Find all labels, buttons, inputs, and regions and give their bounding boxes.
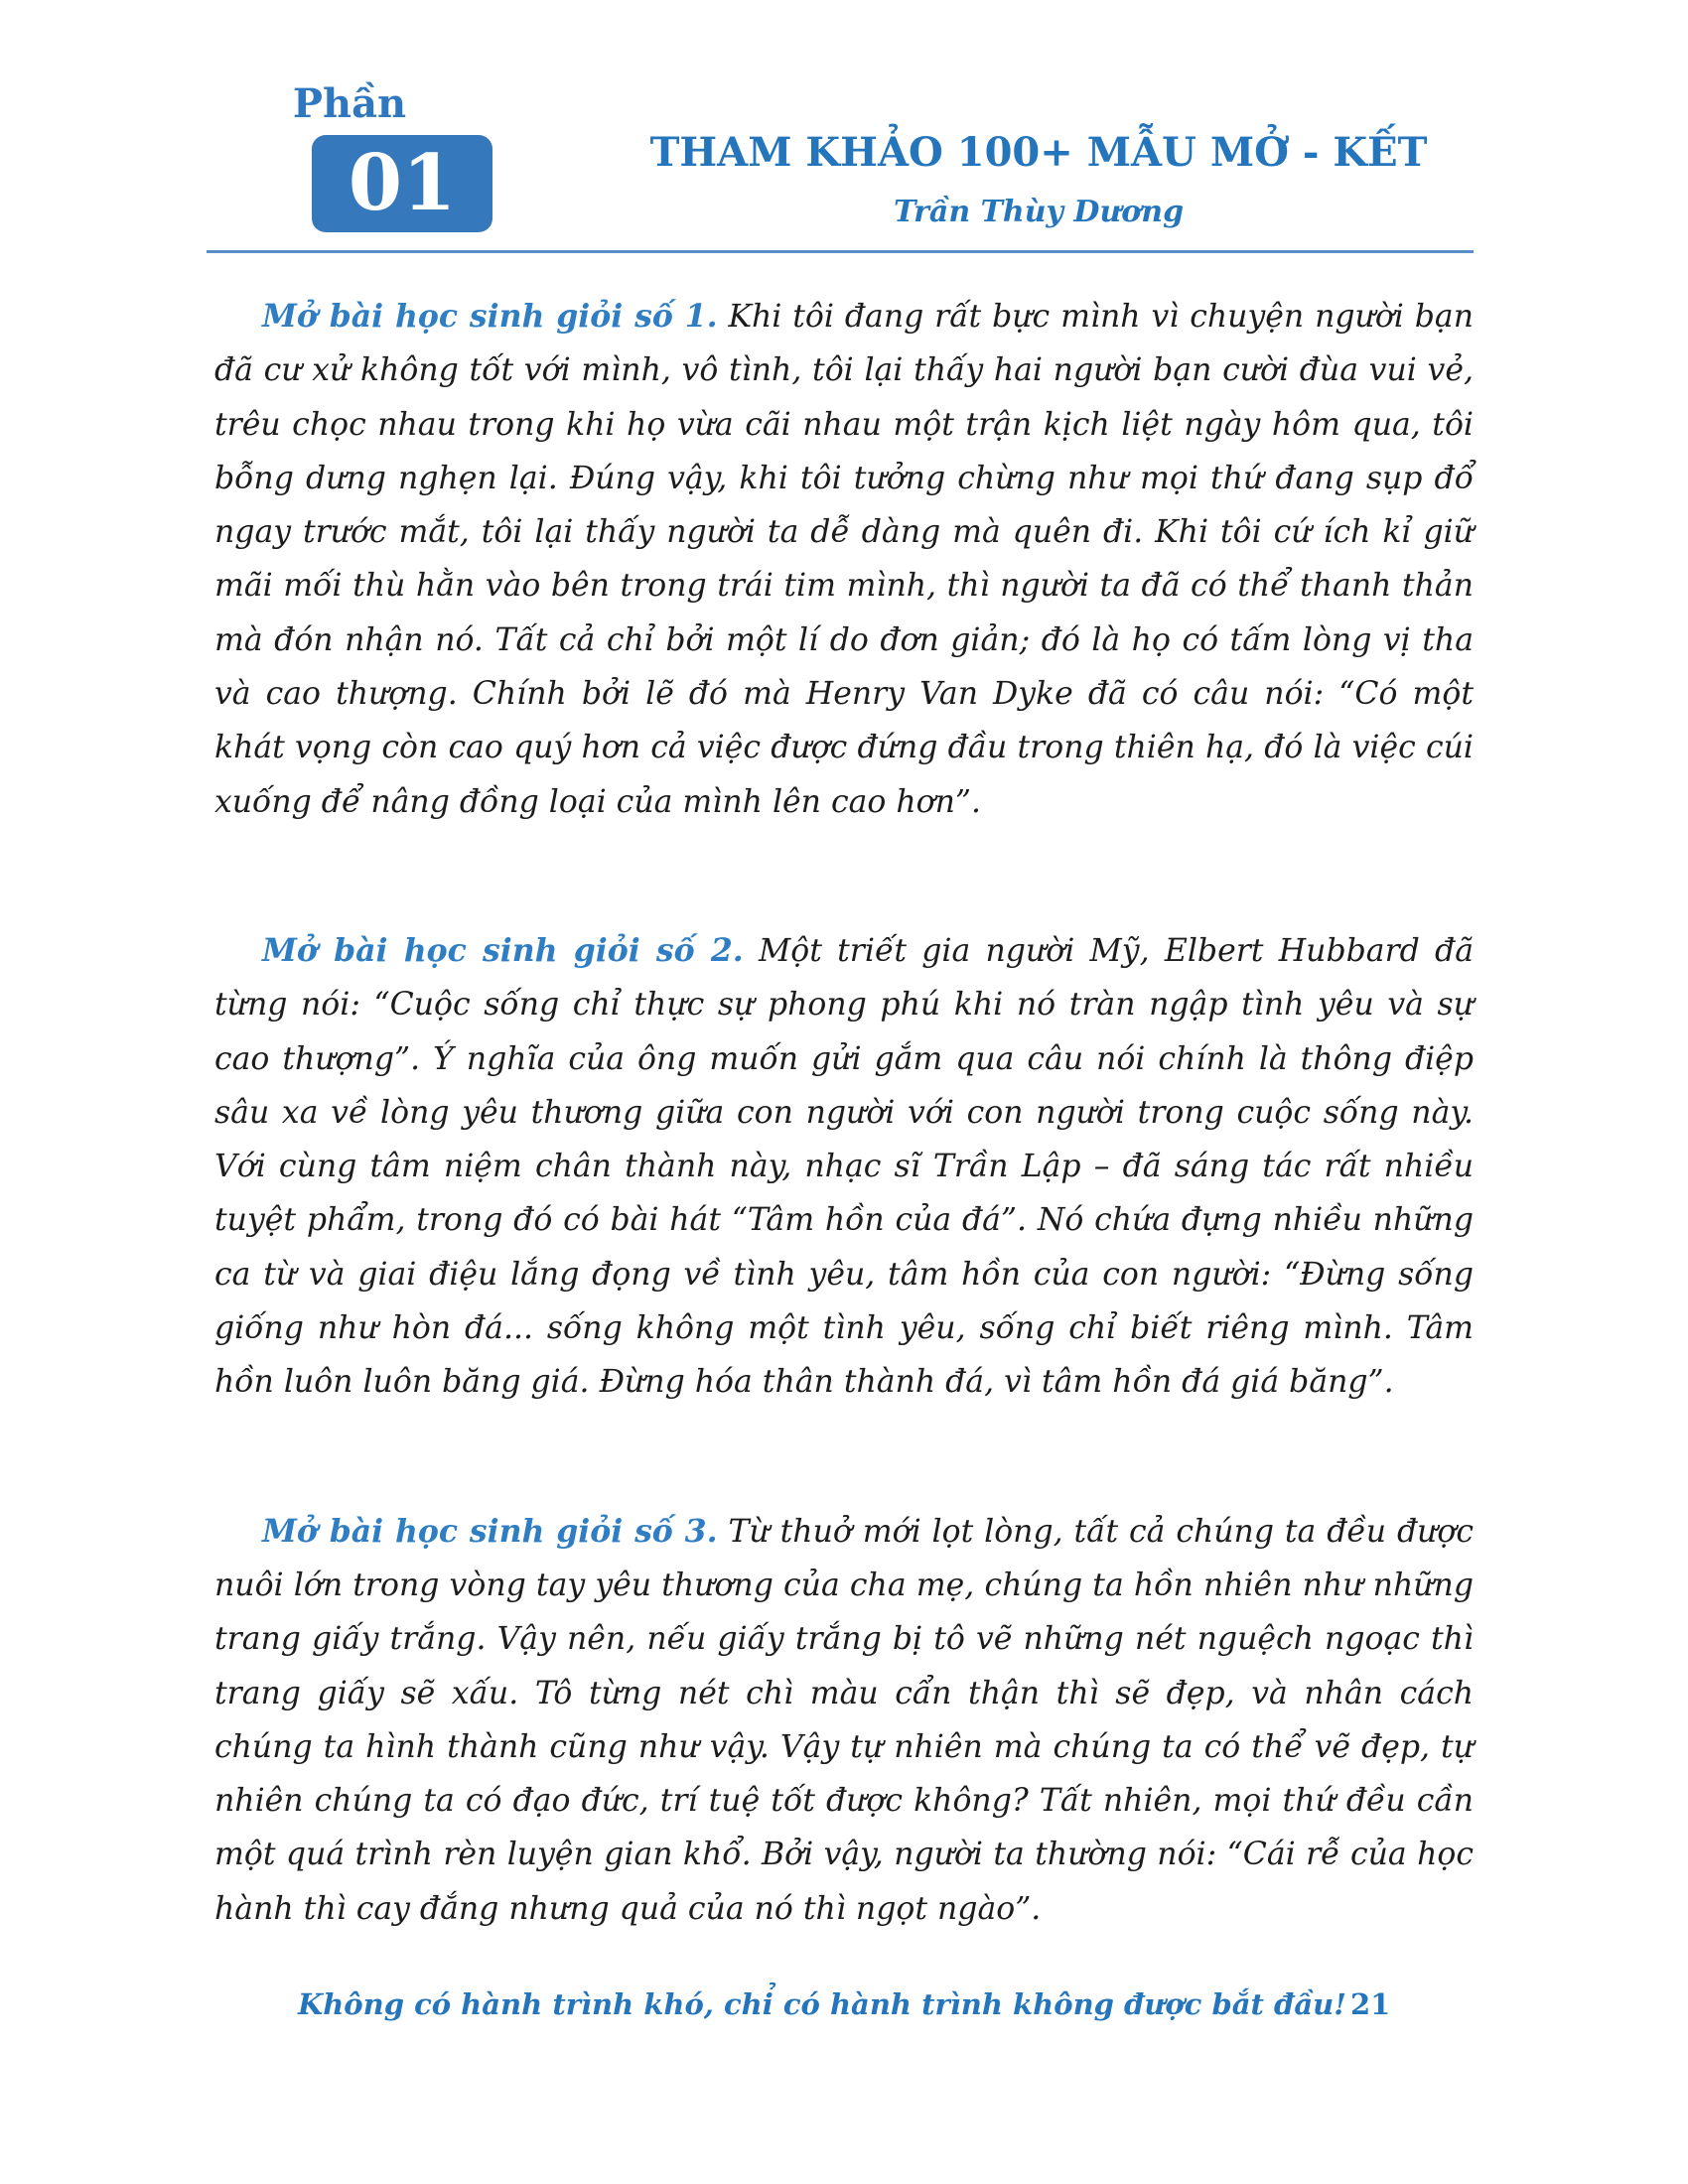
paragraph-1 (214, 290, 1474, 829)
part-number: 01 (348, 138, 457, 228)
paragraph-3-text: Từ thuở mới lọt lòng, tất cả chúng ta đều được nuôi lớn trong vòng tay yêu thương của cha mẹ, chúng ta hồn nhiên như những trang giấy trắng. Vậy nên, nếu giấy trắng bị tô vẽ những nét nguệch ngoạc thì trang giấy sẽ xấu. Tô từng nét chì màu cẩn thận thì sẽ đẹp, và nhân cách chúng ta hình thành cũng như vậy. Vậy tự nhiên mà chúng ta có thể vẽ đẹp, tự nhiên chúng ta có đạo đức, trí tuệ tốt được không? Tất nhiên, mọi thứ đều cần một quá trình rèn luyện gian khổ. Bởi vậy, người ta thường nói: “Cái rễ của học hành thì cay đắng nhưng quả của nó thì ngọt ngào”. (214, 1513, 1475, 1927)
part-number-badge (312, 135, 492, 232)
paragraph-1-lead: Mở bài học sinh giỏi số 1. (262, 298, 718, 335)
paragraph-2-text: Một triết gia người Mỹ, Elbert Hubbard đã từng nói: “Cuộc sống chỉ thực sự phong phú khi nó tràn ngập tình yêu và sự cao thượng”. Ý nghĩa của ông muốn gửi gắm qua câu nói chính là thông điệp sâu xa về lòng yêu thương giữa con người với con người trong cuộc sống này. Với cùng tâm niệm chân thành này, nhạc sĩ Trần Lập – đã sáng tác rất nhiều tuyệt phẩm, trong đó có bài hát “Tâm hồn của đá”. Nó chứa đựng nhiều những ca từ và giai điệu lắng đọng về tình yêu, tâm hồn của con người: “Đừng sống giống như hòn đá... sống không một tình yêu, sống chỉ biết riêng mình. Tâm hồn luôn luôn băng giá. Đừng hóa thân thành đá, vì tâm hồn đá giá băng”. (214, 932, 1475, 1401)
main-content (214, 290, 1474, 2031)
paragraph-2-lead: Mở bài học sinh giỏi số 2. (262, 931, 744, 969)
footer-quote: Không có hành trình khó, chỉ có hành trình không được bắt đầu! (298, 1987, 1346, 2021)
page-footer (298, 1987, 1390, 2031)
page-number: 21 (1350, 1987, 1391, 2021)
document-title: THAM KHẢO 100+ MẪU MỞ - KẾT (649, 129, 1428, 176)
paragraph-2 (214, 924, 1474, 1410)
page-header (207, 79, 1474, 254)
document-author: Trần Thùy Dương (893, 195, 1185, 229)
paragraph-3-lead: Mở bài học sinh giỏi số 3. (262, 1512, 718, 1550)
part-label: Phần (292, 80, 407, 127)
paragraph-3 (214, 1505, 1474, 1936)
paragraph-1-text: Khi tôi đang rất bực mình vì chuyện người bạn đã cư xử không tốt với mình, vô tình, tôi lại thấy hai người bạn cười đùa vui vẻ, trêu chọc nhau trong khi họ vừa cãi nhau một trận kịch liệt ngày hôm qua, tôi bỗng dưng nghẹn lại. Đúng vậy, khi tôi tưởng chừng như mọi thứ đang sụp đổ ngay trước mắt, tôi lại thấy người ta dễ dàng mà quên đi. Khi tôi cứ ích kỉ giữ mãi mối thù hằn vào bên trong trái tim mình, thì người ta đã có thể thanh thản mà đón nhận nó. Tất cả chỉ bởi một lí do đơn giản; đó là họ có tấm lòng vị tha và cao thượng. Chính bởi lẽ đó mà Henry Van Dyke đã có câu nói: “Có một khát vọng còn cao quý hơn cả việc được đứng đầu trong thiên hạ, đó là việc cúi xuống để nâng đồng loại của mình lên cao hơn”. (214, 299, 1474, 820)
header-divider (207, 250, 1474, 253)
